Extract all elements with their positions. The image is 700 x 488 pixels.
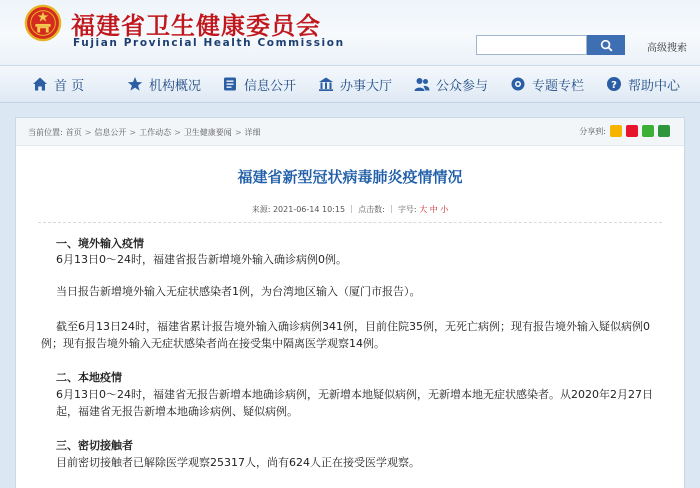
document-icon xyxy=(222,76,238,92)
breadcrumb-separator: > xyxy=(84,128,92,137)
meta-clicks-label: 点击数: xyxy=(358,205,385,214)
qzone-icon[interactable] xyxy=(610,125,622,137)
wechat-icon[interactable] xyxy=(642,125,654,137)
advanced-search-link[interactable]: 高级搜索 xyxy=(647,43,687,54)
breadcrumb xyxy=(28,127,261,138)
nav-item-organization[interactable] xyxy=(127,66,201,102)
svg-text:?: ? xyxy=(611,80,617,91)
nav-item-service-hall[interactable] xyxy=(318,66,392,102)
meta-source-label: 来源: xyxy=(251,205,271,214)
nav-item-help-center[interactable] xyxy=(606,66,680,102)
section-heading: 一、境外输入疫情 xyxy=(56,237,144,250)
site-header xyxy=(0,0,700,65)
meta-separator: ｜ xyxy=(387,205,396,214)
article-panel xyxy=(15,117,685,488)
site-subtitle: Fujian Provincial Health Commission xyxy=(73,37,345,49)
font-size-medium-button[interactable]: 中 xyxy=(429,205,438,214)
help-icon xyxy=(606,76,622,92)
article-title: 福建省新型冠状病毒肺炎疫情情况 xyxy=(237,168,463,186)
nav-label: 帮助中心 xyxy=(628,78,681,94)
nav-item-public-participation[interactable] xyxy=(414,66,488,102)
breadcrumb-item[interactable]: 卫生健康要闻 xyxy=(183,128,232,137)
article-meta xyxy=(16,204,684,215)
section-heading: 二、本地疫情 xyxy=(56,371,122,384)
douban-icon[interactable] xyxy=(658,125,670,137)
share-bar xyxy=(579,125,670,137)
national-emblem-icon[interactable] xyxy=(24,4,62,42)
breadcrumb-separator: > xyxy=(129,128,137,137)
nav-label: 机构概况 xyxy=(149,78,202,94)
nav-label: 信息公开 xyxy=(244,78,297,94)
breadcrumb-separator: > xyxy=(174,128,181,137)
star-icon xyxy=(127,76,143,92)
nav-label: 首 页 xyxy=(54,78,85,94)
breadcrumb-label: 当前位置: xyxy=(28,128,63,137)
article-paragraph: 目前密切接触者已解除医学观察25317人，尚有624人正在接受医学观察。 xyxy=(56,456,420,469)
nav-item-info-disclosure[interactable] xyxy=(222,66,296,102)
article-paragraph: 6月13日0～24时，福建省无报告新增本地确诊病例，无新增本地疑似病例，无新增本地无症状感染者。从2020年2月27日起，福建省无报告新增本地确诊病例、疑似病例。 xyxy=(56,388,653,418)
weibo-icon[interactable] xyxy=(626,125,638,137)
site-title[interactable]: 福建省卫生健康委员会 xyxy=(71,12,321,40)
nav-label: 公众参与 xyxy=(436,78,489,94)
breadcrumb-item[interactable]: 首页 xyxy=(65,128,82,137)
nav-item-home[interactable] xyxy=(32,66,84,102)
search-button[interactable] xyxy=(587,35,625,55)
breadcrumb-bar xyxy=(16,118,684,146)
breadcrumb-item[interactable]: 工作动态 xyxy=(139,128,172,137)
section-heading: 三、密切接触者 xyxy=(56,439,133,452)
article-paragraph: 当日报告新增境外输入无症状感染者1例，为台湾地区输入（厦门市报告）。 xyxy=(56,285,421,298)
nav-label: 办事大厅 xyxy=(340,78,393,94)
nav-item-special-topics[interactable] xyxy=(510,66,584,102)
nav-label: 专题专栏 xyxy=(532,78,585,94)
search-input[interactable] xyxy=(476,35,587,55)
article-paragraph: 截至6月13日24时，福建省累计报告境外输入确诊病例341例，目前住院35例，无死亡病例；现有报告境外输入疑似病例0例；现有报告境外输入无症状感染者尚在接受集中隔离医学观察14例。 xyxy=(41,320,650,350)
hall-icon xyxy=(318,76,334,92)
meta-date: 2021-06-14 10:15 xyxy=(272,205,346,214)
meta-separator: ｜ xyxy=(347,205,356,214)
breadcrumb-item[interactable]: 信息公开 xyxy=(94,128,127,137)
share-label: 分享到: xyxy=(579,126,606,136)
font-size-large-button[interactable]: 大 xyxy=(419,205,428,214)
breadcrumb-item: 详细 xyxy=(244,128,261,137)
main-nav xyxy=(0,65,700,103)
font-size-small-button[interactable]: 小 xyxy=(440,205,449,214)
home-icon xyxy=(32,76,48,92)
search-icon xyxy=(600,39,613,52)
meta-divider xyxy=(38,222,662,223)
meta-font-label: 字号: xyxy=(397,205,417,214)
people-icon xyxy=(414,76,430,92)
breadcrumb-separator: > xyxy=(234,128,242,137)
topic-icon xyxy=(510,76,526,92)
article-paragraph: 6月13日0～24时，福建省报告新增境外输入确诊病例0例。 xyxy=(56,253,347,266)
